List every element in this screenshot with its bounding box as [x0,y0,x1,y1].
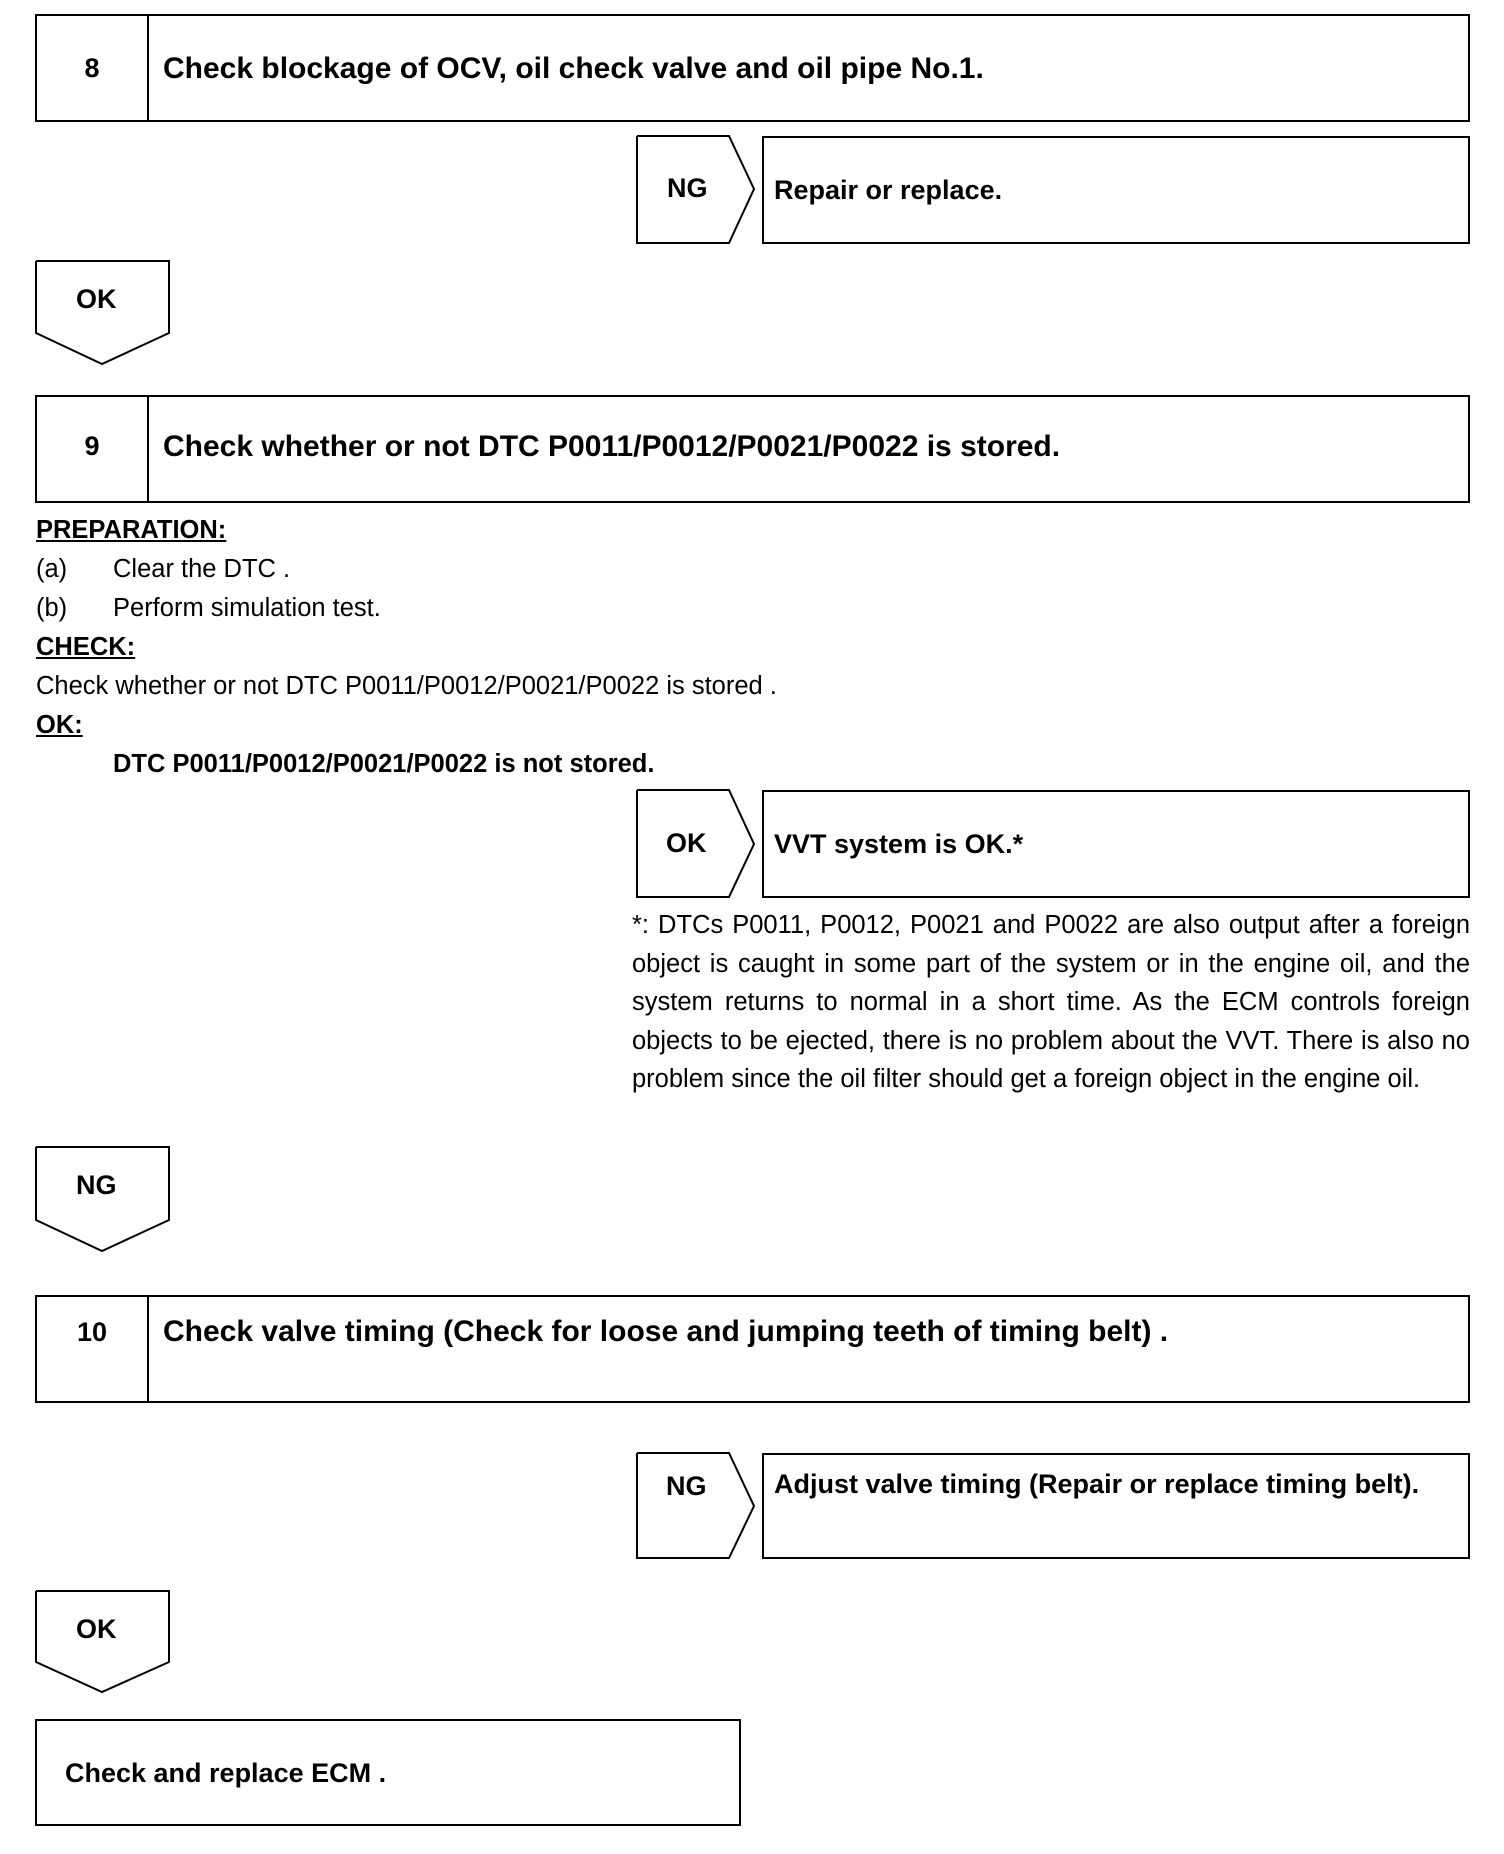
check-text: Check whether or not DTC P0011/P0012/P0021/P0022 is stored . [36,672,777,700]
step-10-box [35,1295,1470,1403]
step-title: Check valve timing (Check for loose and jumping teeth of timing belt) . [163,1315,1169,1348]
ng-label: NG [667,173,708,203]
step-number: 9 [84,431,100,461]
step-title: Check whether or not DTC P0011/P0012/P0021/P0022 is stored. [163,430,1061,463]
adjust-valve-timing-box [762,1453,1470,1559]
step-title: Check blockage of OCV, oil check valve and oil pipe No.1. [163,52,984,85]
ng-label: NG [76,1170,117,1200]
result-text: Adjust valve timing (Repair or replace timing belt). [774,1469,1420,1499]
step-9-number-cell [37,397,149,501]
preparation-item-b: Perform simulation test. [113,594,381,622]
ok-label: OK [76,284,117,314]
vvt-ok-box [762,790,1470,898]
step-9-box [35,395,1470,503]
check-and-replace-ecm-box [35,1719,741,1826]
preparation-heading: PREPARATION: [36,516,227,544]
preparation-marker-b: (b) [36,594,68,622]
preparation-marker-a: (a) [36,555,68,583]
repair-or-replace-box [762,136,1470,244]
result-text: Repair or replace. [774,175,1003,205]
ok-criteria-text: DTC P0011/P0012/P0021/P0022 is not stored. [113,750,655,778]
step-10-number-cell [37,1297,149,1401]
step-8-box [35,14,1470,122]
ng-label: NG [666,1471,707,1501]
footnote: *: DTCs P0011, P0012, P0021 and P0022 are also output after a foreign object is caught in some part of the system or in the engine oil, and the system returns to normal in a short time. As the ECM controls foreign objects to be ejected, there is no problem about the VVT. There is also no problem since the oil filter should get a foreign object in the engine oil. [632,911,1470,1093]
step-number: 8 [84,53,100,83]
ok-label: OK [76,1614,117,1644]
preparation-item-a: Clear the DTC . [113,555,291,583]
result-text: VVT system is OK.* [774,829,1024,859]
ok-heading: OK: [36,711,83,739]
ok-label: OK [666,828,707,858]
step-number: 10 [76,1317,108,1347]
step-8-number-cell [37,16,149,120]
result-text: Check and replace ECM . [65,1758,387,1788]
check-heading: CHECK: [36,633,136,661]
